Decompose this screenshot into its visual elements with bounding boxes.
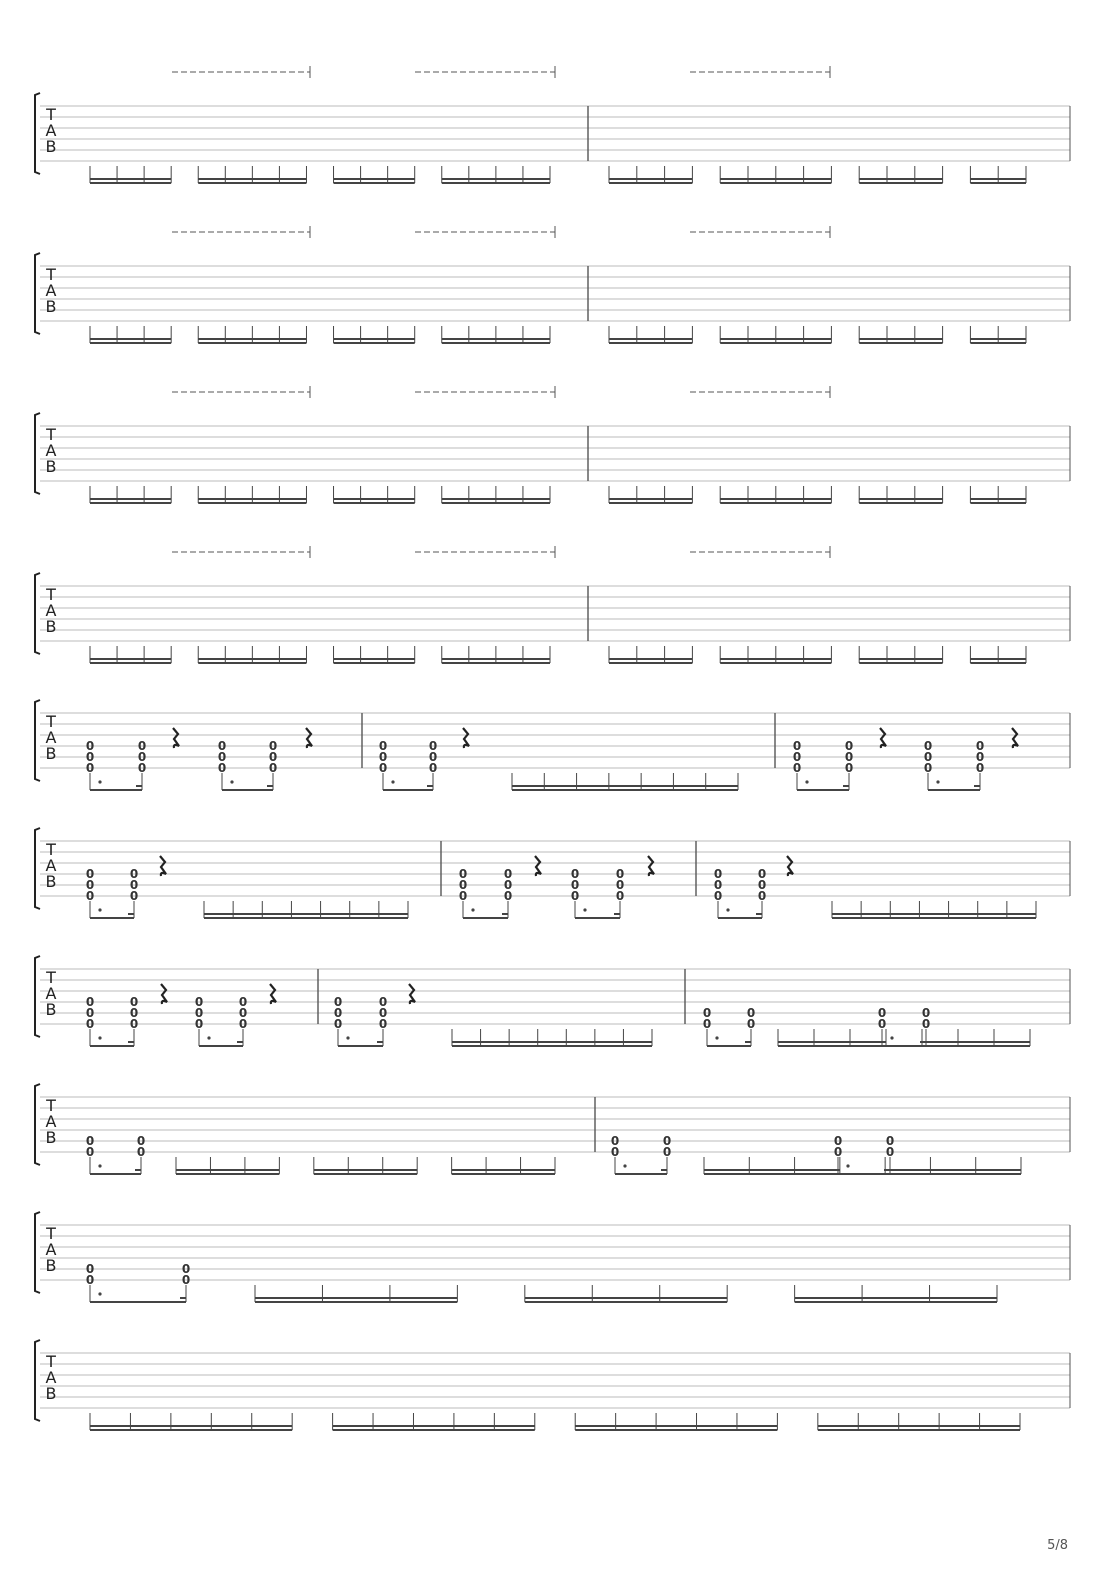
quarter-rest [173, 728, 179, 748]
tab-clef-letter: A [45, 441, 57, 460]
system-bracket [35, 828, 40, 909]
chord-note: 0 [662, 1134, 672, 1148]
chord-note: 0 [137, 739, 147, 753]
chord-note: 0 [181, 1262, 191, 1276]
chord-note: 0 [792, 739, 802, 753]
quarter-rest [160, 856, 166, 876]
chord-note: 0 [85, 995, 95, 1009]
chord-note: 0 [570, 878, 580, 892]
tab-clef-letter: A [45, 281, 57, 300]
dot [805, 780, 808, 783]
chord-note: 0 [921, 1017, 931, 1031]
quarter-rest [787, 856, 793, 876]
chord-note: 0 [503, 878, 513, 892]
dot [846, 1164, 849, 1167]
dot [230, 780, 233, 783]
quarter-rest [880, 728, 886, 748]
chord-note: 0 [877, 1006, 887, 1020]
chord-note: 0 [570, 867, 580, 881]
chord-note: 0 [746, 1017, 756, 1031]
chord-note: 0 [85, 878, 95, 892]
dot [936, 780, 939, 783]
tab-clef-letter: A [45, 1112, 57, 1131]
chord-note: 0 [923, 739, 933, 753]
tab-clef-letter: B [45, 137, 57, 156]
tab-clef-letter: T [46, 1096, 56, 1115]
chord-note: 0 [503, 889, 513, 903]
chord-note: 0 [713, 889, 723, 903]
tab-clef-letter: A [45, 1240, 57, 1259]
tab-clef-letter: A [45, 1368, 57, 1387]
tab-clef-letter: A [45, 121, 57, 140]
tab-system [35, 1084, 1070, 1174]
tab-clef-letter: T [46, 105, 56, 124]
chord-note: 0 [792, 761, 802, 775]
chord-note: 0 [877, 1017, 887, 1031]
chord-note: 0 [136, 1134, 146, 1148]
chord-note: 0 [378, 739, 388, 753]
chord-note: 0 [713, 867, 723, 881]
quarter-rest [1012, 728, 1018, 748]
chord-note: 0 [713, 878, 723, 892]
quarter-rest [463, 728, 469, 748]
chord-note: 0 [885, 1134, 895, 1148]
chord-note: 0 [428, 761, 438, 775]
chord-note: 0 [833, 1134, 843, 1148]
chord-note: 0 [378, 995, 388, 1009]
tab-system [35, 956, 1070, 1046]
tab-clef-letter: B [45, 1000, 57, 1019]
chord-note: 0 [238, 1006, 248, 1020]
chord-note: 0 [885, 1145, 895, 1159]
chord-note: 0 [792, 750, 802, 764]
chord-note: 0 [458, 878, 468, 892]
dot [391, 780, 394, 783]
tab-system [35, 1340, 1070, 1430]
chord-note: 0 [757, 889, 767, 903]
chord-note: 0 [615, 878, 625, 892]
system-bracket [35, 93, 40, 174]
tab-system [35, 226, 1070, 343]
chord-note: 0 [181, 1273, 191, 1287]
tab-clef-letter: B [45, 1256, 57, 1275]
dot [98, 908, 101, 911]
tab-clef-letter: A [45, 728, 57, 747]
tab-system [35, 66, 1070, 183]
system-bracket [35, 700, 40, 781]
quarter-rest [535, 856, 541, 876]
chord-note: 0 [85, 889, 95, 903]
chord-note: 0 [333, 1017, 343, 1031]
tab-clef-letter: A [45, 601, 57, 620]
chord-note: 0 [268, 739, 278, 753]
chord-note: 0 [217, 750, 227, 764]
dot [98, 1164, 101, 1167]
system-bracket [35, 253, 40, 334]
chord-note: 0 [333, 1006, 343, 1020]
system-bracket [35, 1340, 40, 1421]
chord-note: 0 [757, 867, 767, 881]
chord-note: 0 [975, 739, 985, 753]
quarter-rest [409, 984, 415, 1004]
chord-note: 0 [85, 1006, 95, 1020]
chord-note: 0 [85, 867, 95, 881]
dot [98, 1292, 101, 1295]
chord-note: 0 [217, 739, 227, 753]
chord-note: 0 [194, 995, 204, 1009]
tab-system [35, 828, 1070, 918]
tab-clef-letter: T [46, 1224, 56, 1243]
quarter-rest [648, 856, 654, 876]
tab-clef-letter: B [45, 617, 57, 636]
chord-note: 0 [85, 1273, 95, 1287]
chord-note: 0 [268, 750, 278, 764]
chord-note: 0 [268, 761, 278, 775]
chord-note: 0 [975, 750, 985, 764]
tab-clef-letter: T [46, 840, 56, 859]
tab-clef-letter: B [45, 744, 57, 763]
tab-clef-letter: T [46, 265, 56, 284]
page-number: 5/8 [1047, 1538, 1068, 1553]
chord-note: 0 [85, 1262, 95, 1276]
chord-note: 0 [136, 1145, 146, 1159]
chord-note: 0 [85, 1145, 95, 1159]
quarter-rest [270, 984, 276, 1004]
chord-note: 0 [923, 750, 933, 764]
dot [890, 1036, 893, 1039]
tab-clef-letter: A [45, 856, 57, 875]
chord-note: 0 [844, 761, 854, 775]
chord-note: 0 [129, 867, 139, 881]
chord-note: 0 [428, 739, 438, 753]
chord-note: 0 [975, 761, 985, 775]
chord-note: 0 [378, 1006, 388, 1020]
chord-note: 0 [503, 867, 513, 881]
tab-system [35, 1212, 1070, 1302]
system-bracket [35, 1212, 40, 1293]
quarter-rest [306, 728, 312, 748]
chord-note: 0 [844, 750, 854, 764]
dot [98, 780, 101, 783]
chord-note: 0 [137, 761, 147, 775]
chord-note: 0 [378, 750, 388, 764]
system-bracket [35, 413, 40, 494]
tab-system [35, 700, 1070, 790]
chord-note: 0 [378, 761, 388, 775]
chord-note: 0 [662, 1145, 672, 1159]
dot [471, 908, 474, 911]
chord-note: 0 [129, 889, 139, 903]
chord-note: 0 [610, 1134, 620, 1148]
dot [623, 1164, 626, 1167]
chord-note: 0 [85, 1017, 95, 1031]
tab-system [35, 386, 1070, 503]
tab-clef-letter: B [45, 872, 57, 891]
chord-note: 0 [746, 1006, 756, 1020]
tab-system [35, 546, 1070, 663]
chord-note: 0 [85, 750, 95, 764]
chord-note: 0 [458, 867, 468, 881]
chord-note: 0 [757, 878, 767, 892]
tab-clef-letter: A [45, 984, 57, 1003]
tab-clef-letter: B [45, 297, 57, 316]
chord-note: 0 [570, 889, 580, 903]
tab-clef-letter: B [45, 457, 57, 476]
tab-clef-letter: T [46, 425, 56, 444]
dot [583, 908, 586, 911]
chord-note: 0 [194, 1017, 204, 1031]
chord-note: 0 [129, 878, 139, 892]
dot [726, 908, 729, 911]
tab-clef-letter: B [45, 1384, 57, 1403]
chord-note: 0 [137, 750, 147, 764]
chord-note: 0 [194, 1006, 204, 1020]
chord-note: 0 [458, 889, 468, 903]
chord-note: 0 [702, 1006, 712, 1020]
chord-note: 0 [85, 1134, 95, 1148]
chord-note: 0 [702, 1017, 712, 1031]
chord-note: 0 [615, 889, 625, 903]
dot [207, 1036, 210, 1039]
chord-note: 0 [85, 761, 95, 775]
chord-note: 0 [378, 1017, 388, 1031]
system-bracket [35, 573, 40, 654]
dot [98, 1036, 101, 1039]
tab-clef-letter: T [46, 712, 56, 731]
chord-note: 0 [428, 750, 438, 764]
dot [715, 1036, 718, 1039]
chord-note: 0 [129, 1006, 139, 1020]
chord-note: 0 [923, 761, 933, 775]
system-bracket [35, 956, 40, 1037]
chord-note: 0 [844, 739, 854, 753]
chord-note: 0 [217, 761, 227, 775]
chord-note: 0 [333, 995, 343, 1009]
chord-note: 0 [615, 867, 625, 881]
chord-note: 0 [238, 995, 248, 1009]
quarter-rest [161, 984, 167, 1004]
chord-note: 0 [921, 1006, 931, 1020]
tab-clef-letter: T [46, 968, 56, 987]
system-bracket [35, 1084, 40, 1165]
tab-clef-letter: T [46, 1352, 56, 1371]
chord-note: 0 [238, 1017, 248, 1031]
chord-note: 0 [129, 1017, 139, 1031]
dot [346, 1036, 349, 1039]
chord-note: 0 [833, 1145, 843, 1159]
tab-clef-letter: B [45, 1128, 57, 1147]
chord-note: 0 [85, 739, 95, 753]
tab-clef-letter: T [46, 585, 56, 604]
chord-note: 0 [610, 1145, 620, 1159]
chord-note: 0 [129, 995, 139, 1009]
